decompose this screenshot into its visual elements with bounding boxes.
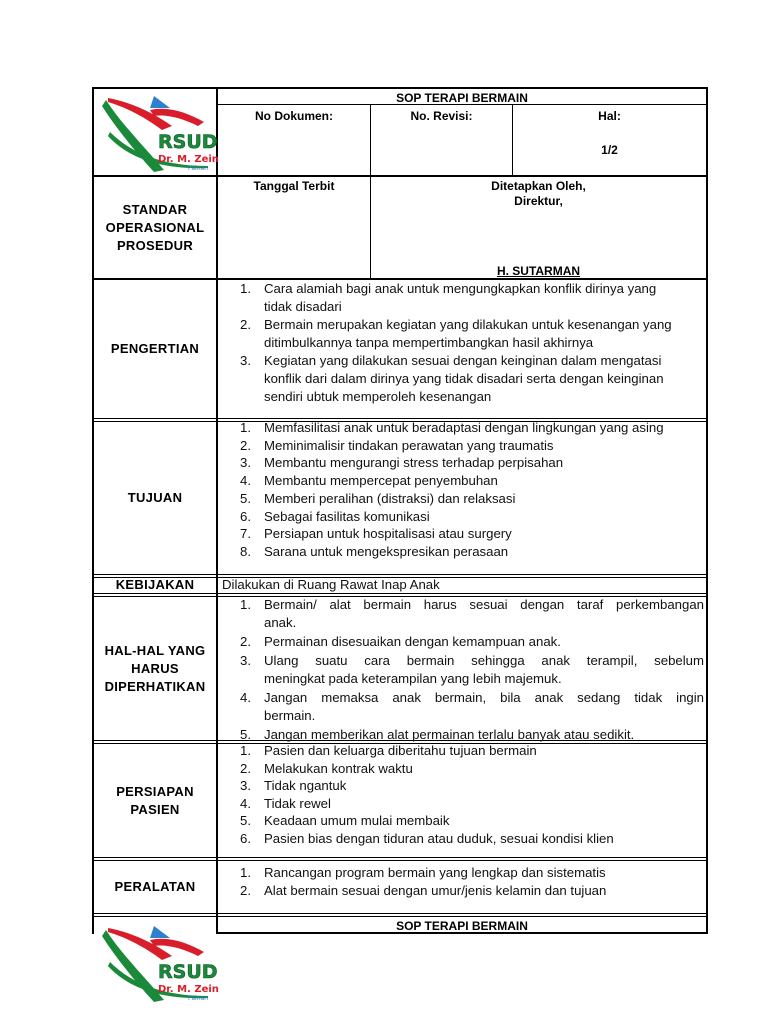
- hospital-logo: [100, 92, 219, 174]
- list-item: [218, 652, 704, 688]
- tujuan-list: [218, 419, 706, 561]
- pengertian-list: [218, 280, 706, 406]
- logo-text-sub: Dr. M. Zein: [158, 984, 219, 995]
- logo-text-sub: Dr. M. Zein: [158, 154, 219, 165]
- list-number: 5.: [240, 490, 251, 506]
- list-item: [218, 689, 704, 725]
- list-item: [218, 525, 706, 543]
- list-number: 1.: [240, 597, 251, 612]
- list-text: Jangan memaksa anak bermain, bila anak sedang tidak ingin: [264, 689, 704, 705]
- list-number: 2.: [240, 760, 251, 776]
- kebijakan-label: KEBIJAKAN: [115, 577, 195, 592]
- list-item: [218, 543, 706, 561]
- list-text: Pasien bias dengan tiduran atau duduk, sesuai kondisi klien: [264, 830, 614, 846]
- standar-line: PROSEDUR: [116, 237, 194, 253]
- peralatan-list: [218, 864, 706, 900]
- list-text: Ulang suatu cara bermain sehingga anak terampil, sebelum: [264, 653, 704, 669]
- list-text: Tidak ngantuk: [264, 778, 347, 794]
- list-item: [218, 812, 706, 830]
- table-border-right: [706, 87, 708, 934]
- list-number: 5.: [240, 726, 251, 742]
- list-text: Persiapan untuk hospitalisasi atau surgery: [264, 526, 512, 542]
- direktur-label: Direktur,: [514, 194, 563, 208]
- ditetapkan-label: Ditetapkan Oleh,: [491, 179, 586, 193]
- row-line: [92, 593, 708, 594]
- row-line: [92, 857, 708, 858]
- list-item: [218, 419, 706, 437]
- table-border-top: [92, 87, 708, 89]
- list-text: Alat bermain sesuai dengan umur/jenis kelamin dan tujuan: [264, 883, 607, 898]
- list-item: [218, 830, 706, 848]
- list-item: [218, 633, 704, 651]
- list-number: 1.: [240, 281, 251, 296]
- list-text: Meminimalisir tindakan perawatan yang traumatis: [264, 437, 554, 453]
- standar-line: STANDAR: [122, 201, 188, 217]
- persiapan-list: [218, 742, 706, 848]
- list-number: 4.: [240, 689, 251, 705]
- logo-text-place: Painan: [188, 165, 208, 172]
- persiapan-label: [94, 744, 216, 857]
- list-text: Keadaan umum mulai membaik: [264, 813, 450, 829]
- hal-hal-label-line: DIPERHATIKAN: [104, 678, 206, 694]
- list-number: 5.: [240, 813, 251, 829]
- logo-blue-triangle: [150, 926, 170, 938]
- list-text: Kegiatan yang dilakukan sesuai dengan keinginan dalam mengatasi: [264, 353, 662, 368]
- hal-label: Hal:: [598, 109, 621, 123]
- director-name: H. SUTARMAN: [496, 264, 581, 278]
- pengertian-label: PENGERTIAN: [110, 341, 200, 356]
- list-item: [218, 777, 706, 795]
- list-text: Rancangan program bermain yang lengkap dan sistematis: [264, 865, 606, 880]
- list-item: [218, 742, 706, 760]
- list-text: Jangan memberikan alat permainan terlalu banyak atau sedikit.: [264, 726, 635, 742]
- list-number: 1.: [240, 865, 251, 880]
- list-number: 6.: [240, 508, 251, 524]
- list-number: 3.: [240, 353, 251, 368]
- list-text: Tidak rewel: [264, 795, 331, 811]
- peralatan-label: PERALATAN: [114, 879, 196, 894]
- list-text: ditimbulkannya tanpa mempertimbangkan hasil akhirnya: [264, 335, 594, 350]
- list-item: [218, 864, 706, 882]
- hal-hal-label: [94, 597, 216, 740]
- list-number: 7.: [240, 526, 251, 542]
- standar-label: [94, 177, 216, 278]
- list-item: [218, 352, 706, 406]
- list-text: Bermain merupakan kegiatan yang dilakukan untuk kesenangan yang: [264, 317, 672, 332]
- list-number: 8.: [240, 543, 251, 559]
- list-item: [218, 795, 706, 813]
- list-item: [218, 726, 704, 744]
- list-number: 4.: [240, 795, 251, 811]
- persiapan-label-line: PERSIAPAN: [116, 783, 194, 799]
- logo-text-place: Painan: [188, 995, 208, 1002]
- standar-line: OPERASIONAL: [105, 219, 205, 235]
- list-text: tidak disadari: [264, 299, 342, 314]
- no-revisi-label: No. Revisi:: [410, 109, 473, 123]
- list-text: bermain.: [264, 707, 316, 723]
- list-item: [218, 596, 704, 632]
- list-item: [218, 508, 706, 526]
- list-item: [218, 437, 706, 455]
- list-text: konflik dari dalam dirinya yang tidak disadari serta dengan keinginan: [264, 371, 664, 386]
- row-line: [92, 574, 708, 575]
- list-item: [218, 280, 706, 316]
- hal-hal-label-line: HARUS: [131, 660, 179, 676]
- list-text: anak.: [264, 614, 297, 630]
- list-number: 3.: [240, 653, 251, 669]
- no-dokumen-label: No Dokumen:: [255, 109, 333, 123]
- list-text: Memfasilitasi anak untuk beradaptasi dengan lingkungan yang asing: [264, 420, 664, 435]
- list-item: [218, 490, 706, 508]
- list-text: Pasien dan keluarga diberitahu tujuan bermain: [264, 743, 537, 758]
- footer-document-title: SOP TERAPI BERMAIN: [396, 919, 528, 933]
- list-number: 2.: [240, 883, 251, 898]
- list-number: 3.: [240, 778, 251, 794]
- row-line: [92, 913, 708, 914]
- list-number: 2.: [240, 437, 251, 453]
- row-line: [92, 916, 708, 917]
- list-item: [218, 760, 706, 778]
- list-text: Bermain/ alat bermain harus sesuai dengan taraf perkembangan: [264, 597, 704, 612]
- hospital-logo-bottom: [100, 922, 219, 1004]
- list-text: sendiri ubtuk memperoleh kesenangan: [264, 389, 492, 404]
- list-item: [218, 316, 706, 352]
- list-number: 3.: [240, 455, 251, 471]
- logo-text-main: RSUD: [158, 131, 218, 153]
- list-item: [218, 454, 706, 472]
- list-number: 1.: [240, 420, 251, 435]
- tanggal-terbit-label: Tanggal Terbit: [253, 179, 335, 193]
- logo-text-main: RSUD: [158, 961, 218, 983]
- list-item: [218, 882, 706, 900]
- list-number: 1.: [240, 743, 251, 758]
- kebijakan-text: Dilakukan di Ruang Rawat Inap Anak: [222, 577, 440, 592]
- tujuan-label: TUJUAN: [127, 490, 183, 505]
- list-text: Sebagai fasilitas komunikasi: [264, 508, 430, 524]
- persiapan-label-line: PASIEN: [130, 801, 180, 817]
- logo-blue-triangle: [150, 96, 170, 108]
- list-text: Membantu mempercepat penyembuhan: [264, 473, 498, 489]
- hal-hal-label-line: HAL-HAL YANG: [104, 642, 206, 658]
- list-text: Sarana untuk mengekspresikan perasaan: [264, 543, 509, 559]
- hal-value: 1/2: [601, 143, 618, 157]
- list-number: 6.: [240, 830, 251, 846]
- list-text: Cara alamiah bagi anak untuk mengungkapkan konflik dirinya yang: [264, 281, 657, 296]
- list-item: [218, 472, 706, 490]
- list-number: 2.: [240, 317, 251, 332]
- list-text: meningkat pada keterampilan yang lebih majemuk.: [264, 671, 562, 687]
- list-text: Membantu mengurangi stress terhadap perpisahan: [264, 455, 564, 471]
- document-title: SOP TERAPI BERMAIN: [396, 91, 528, 105]
- list-number: 2.: [240, 633, 251, 649]
- hal-hal-list: [218, 596, 704, 743]
- list-text: Permainan disesuaikan dengan kemampuan anak.: [264, 633, 561, 649]
- list-text: Melakukan kontrak waktu: [264, 760, 413, 776]
- list-text: Memberi peralihan (distraksi) dan relaksasi: [264, 490, 516, 506]
- list-number: 4.: [240, 473, 251, 489]
